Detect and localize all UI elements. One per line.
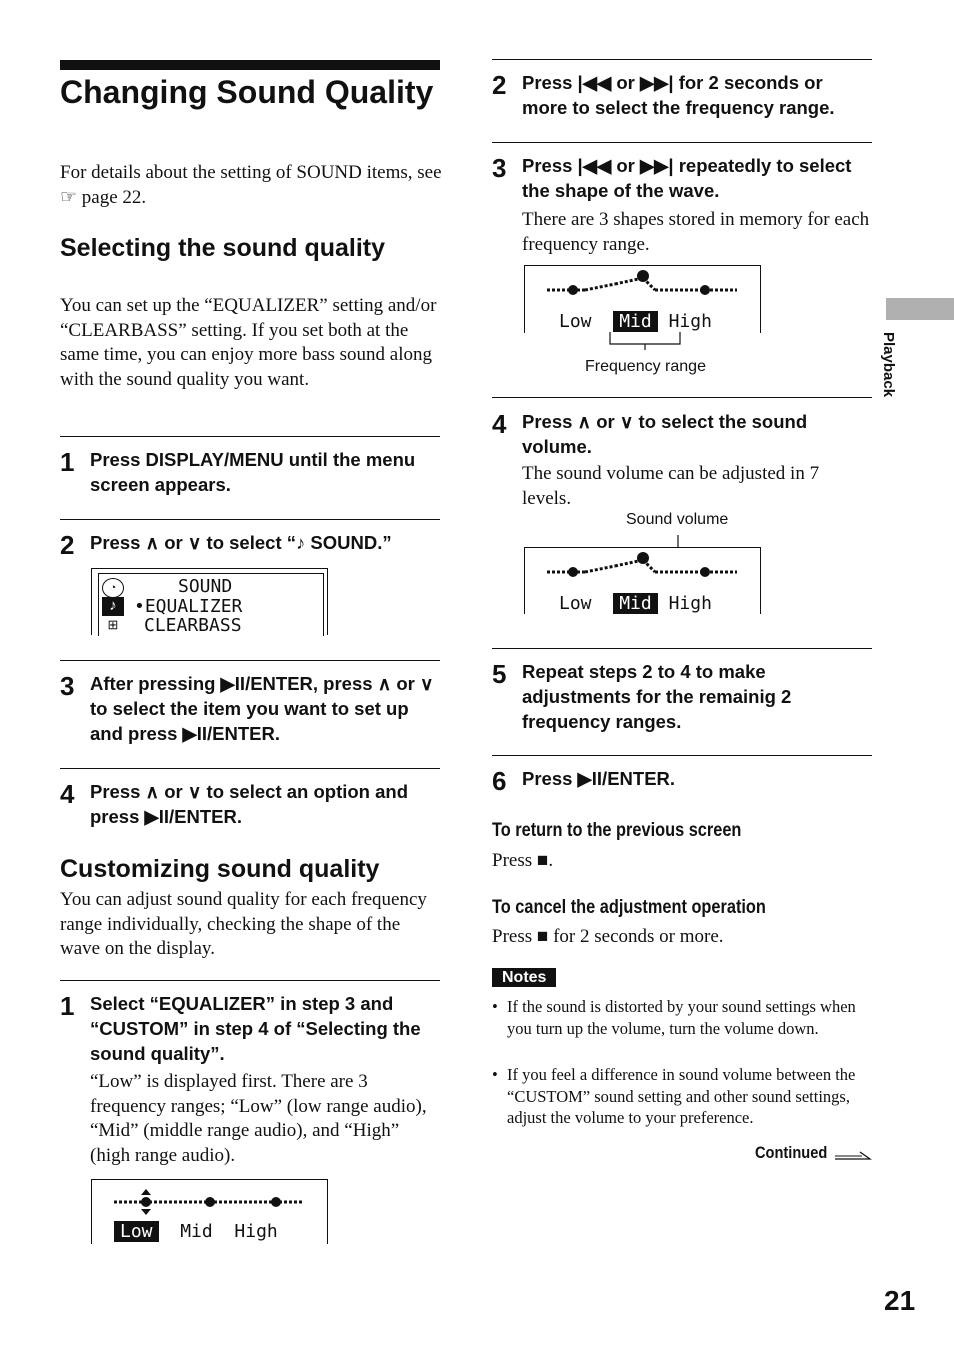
- eq-labels: [559, 594, 712, 614]
- note-item: If you feel a difference in sound volume between the “CUSTOM” sound setting and other sound settings, adjust the volume to your preference.: [507, 1065, 856, 1127]
- band-low: Low: [559, 593, 592, 614]
- cancel-heading: To cancel the adjustment operation: [492, 897, 766, 918]
- note-bullet: •: [492, 1065, 498, 1084]
- divider: [492, 648, 872, 649]
- step-text: Repeat steps 2 to 4 to make adjustments for the remainig 2 frequency ranges.: [522, 661, 792, 732]
- eq-labels: [559, 312, 712, 332]
- band-high: High: [668, 593, 712, 614]
- intro-text: For details about the setting of SOUND items, see ☞ page 22.: [60, 162, 442, 208]
- band-mid: Mid: [180, 1221, 213, 1242]
- step-text: Press |◀◀ or ▶▶| repeatedly to select the shape of the wave.: [522, 155, 852, 201]
- step-text: Select “EQUALIZER” in step 3 and “CUSTOM” in step 4 of “Selecting the sound quality”.: [90, 993, 421, 1064]
- step-text: Press DISPLAY/MENU until the menu screen appears.: [90, 449, 416, 495]
- band-low: Low: [114, 1221, 159, 1242]
- cancel-body: Press ■ for 2 seconds or more.: [492, 926, 724, 947]
- page-number: 21: [884, 1285, 916, 1316]
- band-mid: Mid: [613, 311, 658, 332]
- divider: [492, 397, 872, 398]
- step-text: Press ∧ or ∨ to select “♪ SOUND.”: [90, 532, 392, 553]
- step-number: 6: [492, 766, 507, 796]
- side-tab-label: Playback: [880, 332, 897, 398]
- step-text: Press |◀◀ or ▶▶| for 2 seconds or more to select the frequency range.: [522, 72, 835, 118]
- side-tab-marker: [886, 298, 954, 320]
- eq-wave-graphic: [545, 550, 745, 584]
- repeat-icon: ◔: [102, 578, 124, 598]
- band-low: Low: [559, 311, 592, 332]
- notes-badge: Notes: [492, 968, 556, 987]
- step-number: 2: [60, 530, 75, 560]
- eq-wave-graphic: [112, 1186, 312, 1216]
- band-high: High: [668, 311, 712, 332]
- divider: [60, 660, 440, 661]
- divider: [492, 755, 872, 756]
- return-body: Press ■.: [492, 850, 554, 871]
- page-title: Changing Sound Quality: [60, 74, 434, 110]
- settings-icon: ⊞: [107, 617, 119, 632]
- step-number: 1: [60, 447, 75, 477]
- eq-display-mid: [524, 265, 761, 333]
- divider: [60, 768, 440, 769]
- return-heading: To return to the previous screen: [492, 820, 742, 841]
- step-number: 2: [492, 70, 507, 100]
- eq-labels: [114, 1222, 278, 1242]
- section1-body: You can set up the “EQUALIZER” setting and/or “CLEARBASS” setting. If you set both at the same time, you can enjoy more bass sound along with the sound quality you want.: [60, 295, 437, 390]
- divider: [492, 142, 872, 143]
- eq-display-volume: [524, 547, 761, 614]
- step-text: After pressing ▶II/ENTER, press ∧ or ∨ to select the item you want to set up and press ▶II/ENTER.: [90, 673, 434, 744]
- step-text: Press ∧ or ∨ to select the sound volume.: [522, 411, 808, 457]
- step-number: 4: [60, 779, 75, 809]
- note-bullet: •: [492, 997, 498, 1016]
- section2-heading: Customizing sound quality: [60, 855, 380, 883]
- step-number: 1: [60, 991, 75, 1021]
- step-number: 3: [60, 671, 75, 701]
- divider: [492, 59, 872, 60]
- menu-line-clearbass: CLEARBASS: [144, 615, 242, 636]
- divider: [60, 980, 440, 981]
- step-number: 4: [492, 409, 507, 439]
- step-text: Press ▶II/ENTER.: [522, 768, 676, 789]
- note-item: If the sound is distorted by your sound settings when you turn up the volume, turn the volume down.: [507, 997, 856, 1038]
- eq-display-low: [91, 1179, 328, 1244]
- menu-line-sound: SOUND: [178, 576, 233, 597]
- title-bar: [60, 60, 440, 70]
- sound-volume-caption: Sound volume: [626, 511, 729, 528]
- divider: [60, 436, 440, 437]
- step-detail: The sound volume can be adjusted in 7 levels.: [522, 463, 820, 509]
- frequency-range-caption: Frequency range: [585, 358, 706, 375]
- step-detail: “Low” is displayed first. There are 3 frequency ranges; “Low” (low range audio), “Mid” (middle range audio), and “High” (high range audio).: [90, 1071, 427, 1166]
- frequency-range-bracket: [600, 332, 700, 350]
- step-number: 5: [492, 659, 507, 689]
- menu-line-equalizer: •EQUALIZER: [134, 596, 243, 617]
- step-detail: There are 3 shapes stored in memory for each frequency range.: [522, 209, 870, 255]
- sound-menu-display: [91, 568, 328, 635]
- divider: [60, 519, 440, 520]
- section2-body: You can adjust sound quality for each frequency range individually, checking the shape of the wave on the display.: [60, 889, 427, 959]
- band-high: High: [234, 1221, 278, 1242]
- section1-heading: Selecting the sound quality: [60, 234, 386, 262]
- music-note-icon: ♪: [102, 597, 124, 616]
- eq-wave-graphic: [545, 268, 745, 302]
- continued-arrow-icon: [834, 1150, 872, 1162]
- step-number: 3: [492, 153, 507, 183]
- step-text: Press ∧ or ∨ to select an option and press ▶II/ENTER.: [90, 781, 409, 827]
- band-mid: Mid: [613, 593, 658, 614]
- continued-label: Continued: [755, 1143, 828, 1162]
